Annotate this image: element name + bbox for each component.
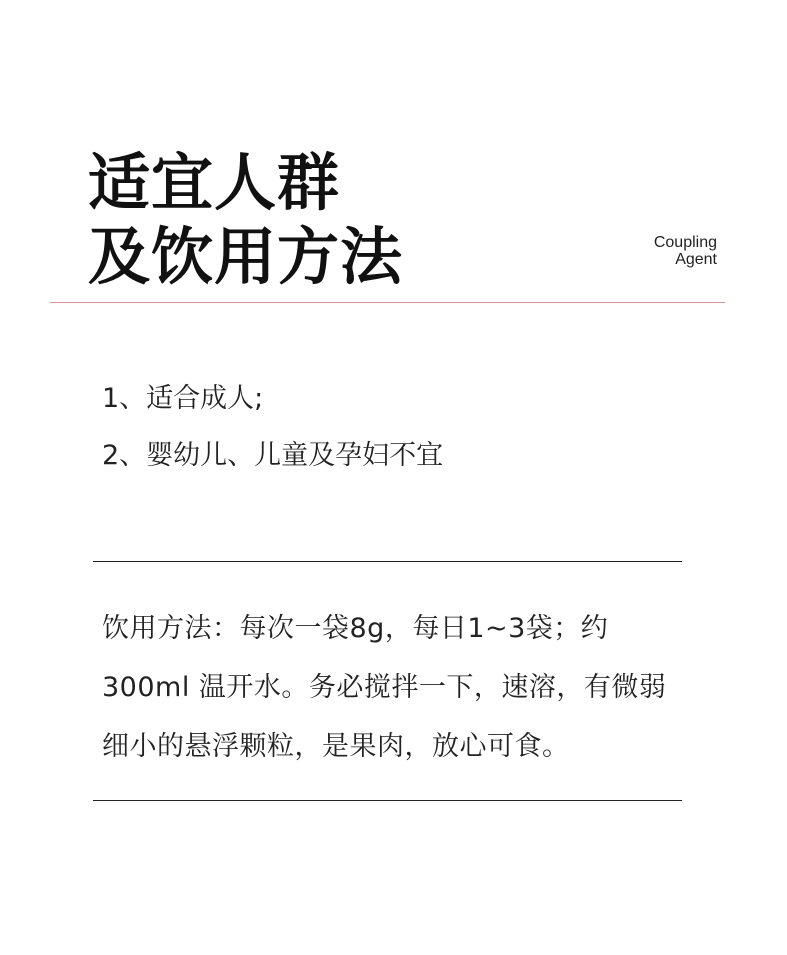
brand-label (654, 234, 717, 268)
audience-item-not-suitable: 2、婴幼儿、儿童及孕妇不宜 (102, 440, 444, 471)
audience-list (102, 370, 443, 484)
method-top-divider (93, 561, 682, 562)
audience-item-adults: 1、适合成人; (102, 383, 264, 414)
page-title (88, 146, 403, 294)
header-divider (50, 302, 725, 303)
brand-label-line-1: Coupling (653, 234, 717, 251)
page-title-line-1: 适宜人群 (88, 146, 341, 219)
method-bottom-divider (93, 800, 682, 801)
brand-label-line-2: Agent (675, 251, 717, 268)
usage-instructions: 饮用方法：每次一袋8g，每日1~3袋；约300ml 温开水。务必搅拌一下，速溶，有微弱细小的悬浮颗粒，是果肉，放心可食。 (102, 613, 667, 762)
page-title-line-2: 及饮用方法 (88, 220, 404, 293)
